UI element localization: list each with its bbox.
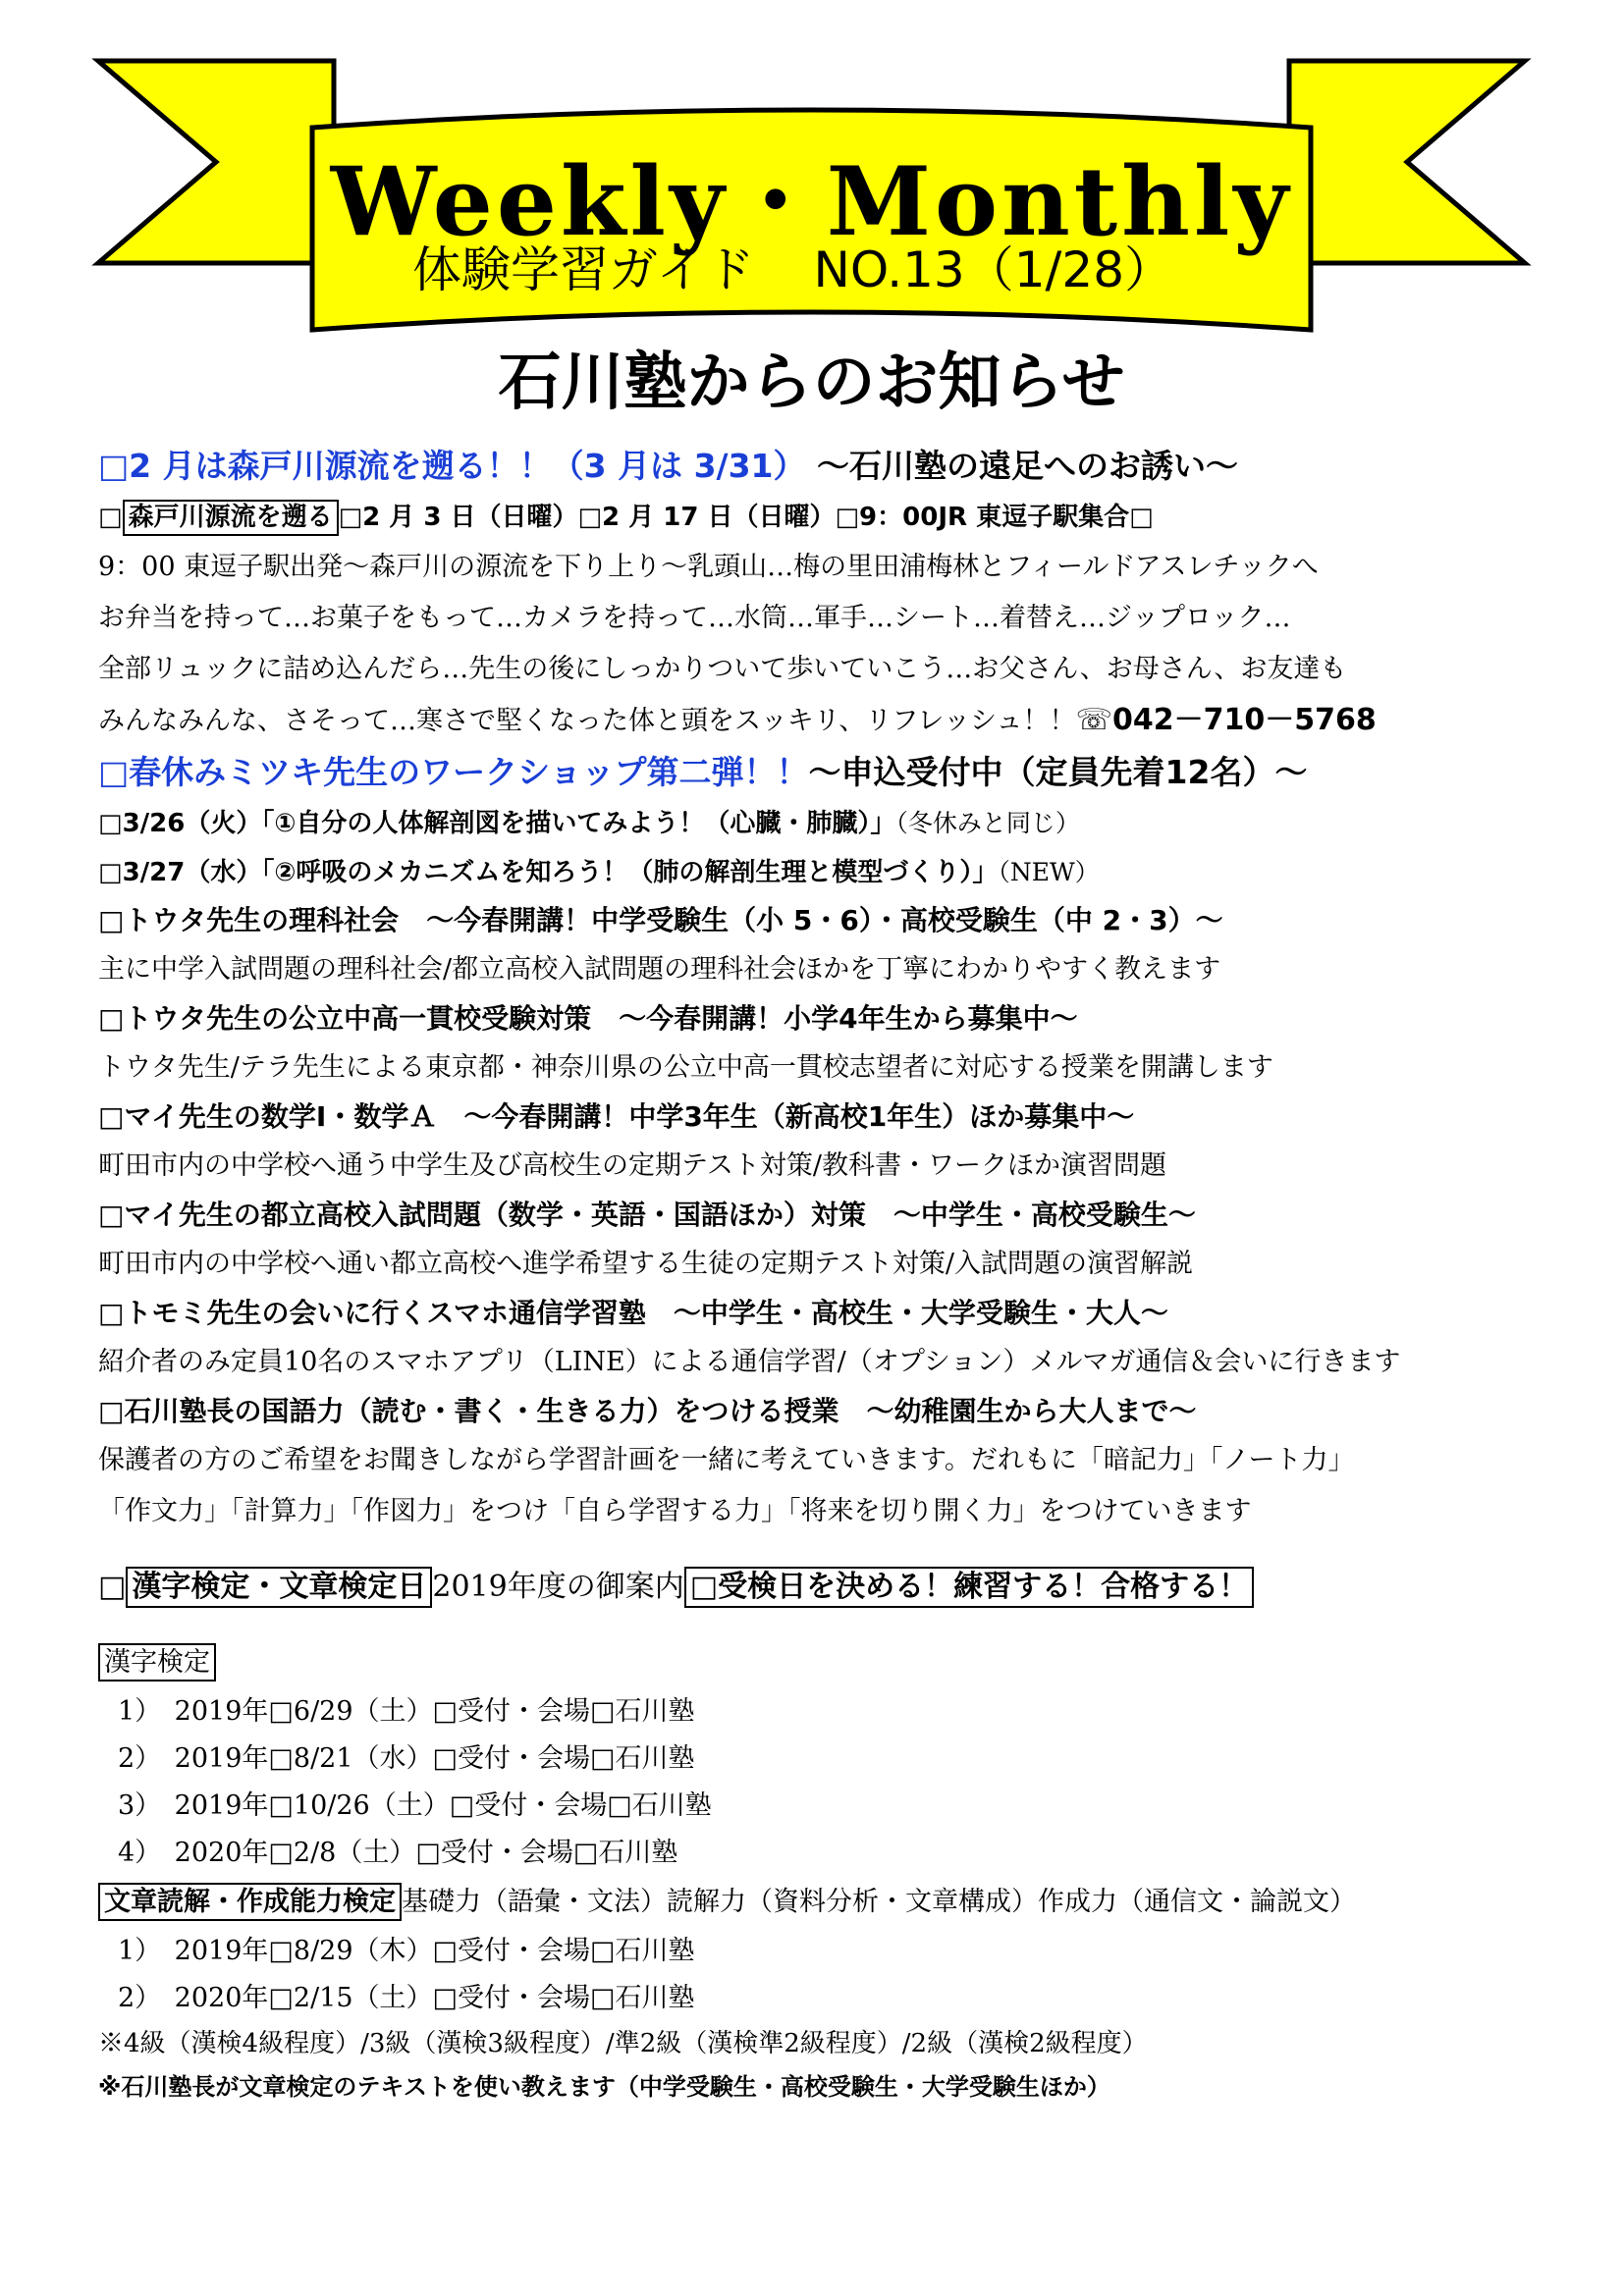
course-heading: □マイ先生の数学Ⅰ・数学Ａ ～今春開講！中学3年生（新高校1年生）ほか募集中～ xyxy=(98,1100,1135,1133)
course-body: 紹介者のみ定員10名のスマホアプリ（LINE）による通信学習/（オプション）メルマガ通信＆会いに行きます xyxy=(98,1347,1401,1377)
hike-last-line: みんなみんな、さそって…寒さで堅くなった体と頭をスッキリ、リフレッシュ！！☏042－710－5768 xyxy=(98,703,1377,737)
kanji-date: 4） 2020年□2/8（土）□受付・会場□石川塾 xyxy=(118,1838,678,1868)
phone-number: ☏042－710－5768 xyxy=(1075,703,1377,737)
course-body: 町田市内の中学校へ通い都立高校へ進学希望する生徒の定期テスト対策/入試問題の演習解説 xyxy=(98,1249,1194,1279)
kanji-label-line xyxy=(98,1637,1561,1688)
kanji-date: 2） 2019年□8/21（水）□受付・会場□石川塾 xyxy=(118,1743,695,1774)
exam-heading: □ 漢字検定・文章検定日 2019年度の御案内 □受検日を決める！練習する！合格する！ xyxy=(98,1557,1561,1618)
kanji-date: 1） 2019年□6/29（土）□受付・会場□石川塾 xyxy=(118,1696,695,1727)
course-heading: □石川塾長の国語力（読む・書く・生きる力）をつける授業 ～幼稚園生から大人まで～ xyxy=(98,1395,1197,1427)
hike-body-line: 9：00 東逗子駅出発～森戸川の源流を下り上り～乳頭山…梅の里田浦梅林とフィールドアスレチックへ xyxy=(98,552,1319,582)
course-body: 「作文力」「計算力」「作図力」をつけ「自ら学習する力」「将来を切り開く力」をつけていきます xyxy=(98,1496,1252,1526)
hike-heading: □2 月は森戸川源流を遡る！！（3 月は 3/31） ～石川塾の遠足へのお誘い～ xyxy=(98,447,1239,485)
bunsho-label: 文章読解・作成能力検定 xyxy=(98,1883,402,1921)
workshop-heading: □春休みミツキ先生のワークショップ第二弾！！～申込受付中（定員先着12名）～ xyxy=(98,753,1308,791)
course-heading: □トウタ先生の理科社会 ～今春開講！中学受験生（小 5・6）・高校受験生（中 2・3）～ xyxy=(98,904,1223,936)
level-note: ※4級（漢検4級程度）/3級（漢検3級程度）/準2級（漢検準2級程度）/2級（漢検2級程度） xyxy=(98,2029,1148,2058)
banner-subtitle xyxy=(412,241,1232,298)
exam-slogan: □受検日を決める！練習する！合格する！ xyxy=(684,1567,1254,1608)
course-heading: □トモミ先生の会いに行くスマホ通信学習塾 ～中学生・高校生・大学受験生・大人～ xyxy=(98,1297,1168,1329)
exam-label: 漢字検定・文章検定日 xyxy=(126,1567,432,1608)
course-heading: □トウタ先生の公立中高一貫校受験対策 ～今春開講！小学4年生から募集中～ xyxy=(98,1002,1078,1035)
workshop-item: □3/27（水）「②呼吸のメカニズムを知ろう！（肺の解剖生理と模型づくり）」（NEW） xyxy=(98,858,1100,887)
course-body: 町田市内の中学校へ通う中学生及び高校生の定期テスト対策/教科書・ワークほか演習問題 xyxy=(98,1150,1167,1181)
course-body: トウタ先生/テラ先生による東京都・神奈川県の公立中高一貫校志望者に対応する授業を開講します xyxy=(98,1052,1273,1083)
kanji-label: 漢字検定 xyxy=(98,1643,216,1682)
banner-issue-number: NO.13（1/28） xyxy=(813,241,1174,298)
bunsho-desc: 基礎力（語彙・文法）読解力（資料分析・文章構成）作成力（通信文・論説文） xyxy=(402,1887,1356,1917)
hike-body-line: お弁当を持って…お菓子をもって…カメラを持って…水筒…軍手…シート…着替え…ジップロック… xyxy=(98,603,1291,633)
teaching-note: ※石川塾長が文章検定のテキストを使い教えます（中学受験生・高校受験生・大学受験生ほか） xyxy=(98,2073,1110,2101)
course-body: 保護者の方のご希望をお聞きしながら学習計画を一緒に考えていきます。だれもに「暗記力」「ノート力」 xyxy=(98,1445,1355,1475)
workshop-item: □3/26（火）「①自分の人体解剖図を描いてみよう！（心臓・肺臓）」（冬休みと同じ） xyxy=(98,809,1080,838)
banner-title: Weekly・Monthly xyxy=(330,146,1293,257)
course-heading: □マイ先生の都立高校入試問題（数学・英語・国語ほか）対策 ～中学生・高校受験生～ xyxy=(98,1199,1196,1231)
page-headline: 石川塾からのお知らせ xyxy=(498,346,1125,419)
hike-event-label: 森戸川源流を遡る xyxy=(123,500,339,536)
hike-event-details: □2 月 3 日（日曜）□2 月 17 日（日曜）□9：00JR 東逗子駅集合□ xyxy=(338,503,1154,532)
kanji-date: 3） 2019年□10/26（土）□受付・会場□石川塾 xyxy=(118,1790,712,1821)
bunsho-date: 2） 2020年□2/15（土）□受付・会場□石川塾 xyxy=(118,1983,695,2013)
banner-subtitle-text: 体験学習ガイド xyxy=(412,241,755,298)
course-body: 主に中学入試問題の理科社会/都立高校入試問題の理科社会ほかを丁寧にわかりやすく教えます xyxy=(98,954,1221,985)
content xyxy=(98,440,1561,2109)
bunsho-label-line xyxy=(98,1877,1561,1928)
bunsho-date: 1） 2019年□8/29（木）□受付・会場□石川塾 xyxy=(118,1936,695,1966)
hike-body-line: 全部リュックに詰め込んだら…先生の後にしっかりついて歩いていこう…お父さん、お母さん、お友達も xyxy=(98,654,1347,684)
exam-middle: 2019年度の御案内 xyxy=(432,1570,684,1604)
hike-event-line: □ 森戸川源流を遡る □2 月 3 日（日曜）□2 月 17 日（日曜）□9：00JR 東逗子駅集合□ xyxy=(98,493,1561,542)
